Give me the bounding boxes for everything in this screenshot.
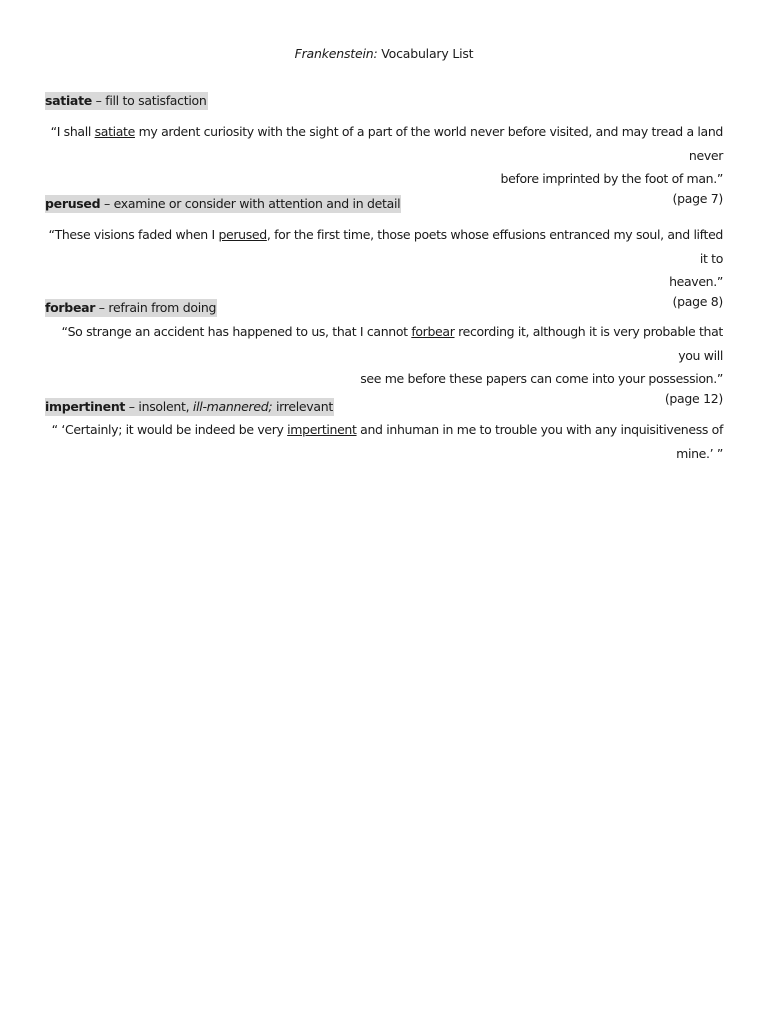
vocab-term: forbear — [45, 300, 96, 315]
quote-line-2: heaven.” — [669, 274, 723, 289]
quote-text-before: “I shall — [50, 124, 95, 139]
vocab-definition: examine or consider with attention and in detail — [113, 196, 401, 211]
vocab-definition-rest: irrelevant — [272, 399, 333, 414]
vocab-definition: refrain from doing — [108, 300, 217, 315]
term-dash: – — [95, 300, 109, 315]
term-dash: – — [91, 93, 106, 108]
quote-line-1 — [45, 320, 723, 367]
example-quote — [45, 223, 723, 294]
example-quote — [45, 120, 723, 191]
vocab-entry-forbear — [45, 299, 723, 406]
example-quote — [45, 320, 723, 391]
quote-text-before: “These visions faded when I — [48, 227, 219, 242]
quote-underlined-term: satiate — [94, 124, 135, 139]
quote-underlined-term: forbear — [411, 324, 455, 339]
document-title — [45, 46, 723, 61]
quote-underlined-term: perused — [218, 227, 267, 242]
term-dash: – — [100, 196, 114, 211]
vocab-definition: insolent, — [138, 399, 193, 414]
page-reference: (page 7) — [672, 190, 723, 206]
quote-line-1 — [45, 223, 723, 270]
quote-text-before: “So strange an accident has happened to us, that I cannot — [61, 324, 412, 339]
vocab-term: perused — [45, 196, 101, 211]
quote-line-2: see me before these papers can come into your possession.” — [360, 371, 723, 386]
quote-line-2: before imprinted by the foot of man.” — [500, 171, 723, 186]
quote-line-1 — [45, 418, 723, 465]
quote-text-before: “ ‘Certainly; it would be indeed be very — [51, 422, 288, 437]
quote-text-after: , for the first time, those poets whose effusions entranced my soul, and lifted it to — [266, 227, 723, 266]
page-reference: (page 8) — [672, 293, 723, 309]
quote-text-after: and inhuman in me to trouble you with any inquisitiveness of mine.’ ” — [356, 422, 723, 461]
term-definition-line — [45, 398, 334, 416]
vocab-term: satiate — [45, 93, 92, 108]
vocab-entry-perused — [45, 195, 723, 309]
vocab-entry-impertinent — [45, 398, 723, 465]
vocab-term: impertinent — [45, 399, 126, 414]
title-book-name: Frankenstein: — [294, 46, 378, 61]
page-reference: (page 12) — [664, 390, 723, 406]
term-definition-line — [45, 92, 208, 110]
vocab-definition-italic: ill-mannered; — [192, 399, 273, 414]
vocab-entry-satiate — [45, 92, 723, 206]
quote-text-after: recording it, although it is very probable that you will — [454, 324, 723, 363]
title-list-name: Vocabulary List — [381, 46, 474, 61]
quote-line-1 — [45, 120, 723, 167]
term-dash: – — [125, 399, 139, 414]
quote-text-after: my ardent curiosity with the sight of a part of the world never before visited, and may tread a land never — [134, 124, 723, 163]
term-definition-line — [45, 195, 401, 213]
quote-underlined-term: impertinent — [287, 422, 357, 437]
term-definition-line — [45, 299, 217, 317]
example-quote — [45, 418, 723, 465]
vocab-definition: fill to satisfaction — [105, 93, 207, 108]
